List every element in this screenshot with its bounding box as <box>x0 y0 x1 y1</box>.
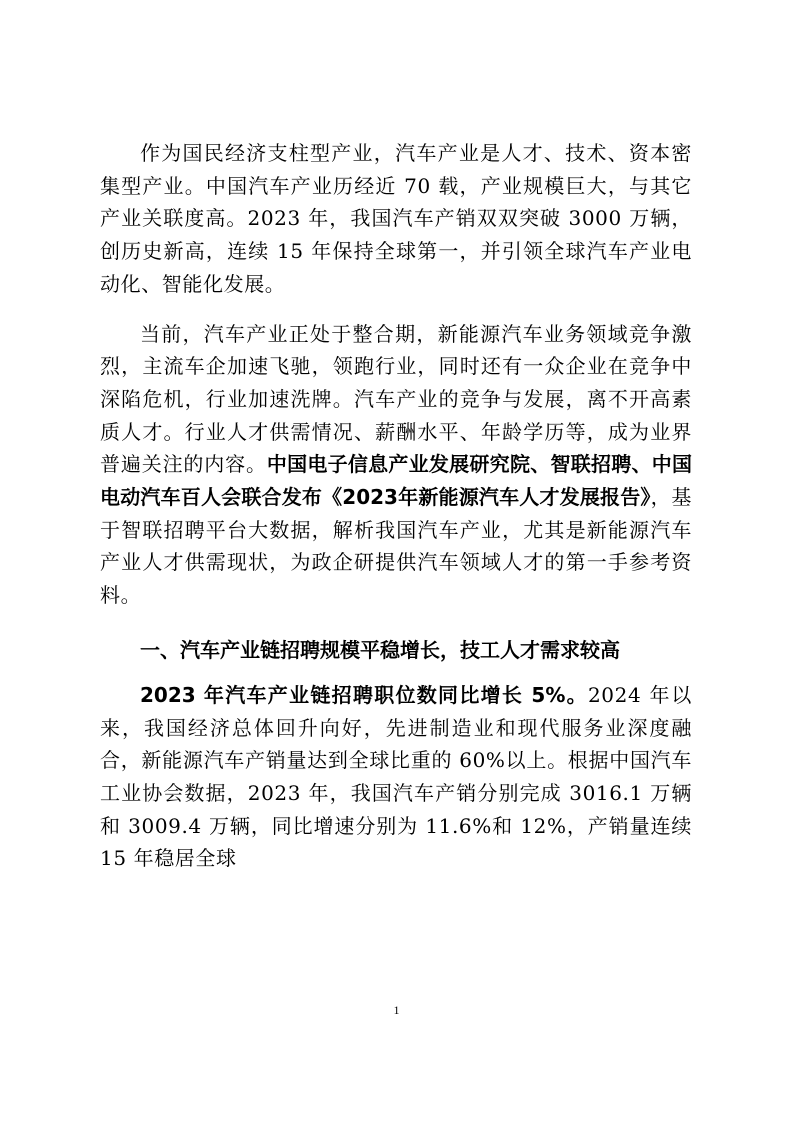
document-body <box>100 137 692 875</box>
paragraph-intro: 作为国民经济支柱型产业，汽车产业是人才、技术、资本密集型产业。中国汽车产业历经近 70 载，产业规模巨大，与其它产业关联度高。2023 年，我国汽车产销双双突破 3000 万辆，创历史新高，连续 15 年保持全球第一，并引领全球汽车产业电动化、智能化发展。 <box>100 141 692 296</box>
paragraph-text-tail: ，基于智联招聘平台大数据，解析我国汽车产业，尤其是新能源汽车产业人才供需现状，为政企研提供汽车领域人才的第一手参考资料。 <box>100 485 692 608</box>
key-finding-text: 2023 年汽车产业链招聘职位数同比增长 5%。 <box>140 682 588 707</box>
paragraph-text: 2024 年以来，我国经济总体回升向好，先进制造业和现代服务业深度融合，新能源汽车产销量达到全球比重的 60%以上。根据中国汽车工业协会数据，2023 年，我国汽车产销分别完成 3016.1 万辆和 3009.4 万辆，同比增速分别为 11.6%和 12%，产销量连续 15 年稳居全球 <box>100 682 692 871</box>
paragraph-recruitment-growth <box>100 679 692 875</box>
paragraph-current-situation <box>100 318 692 612</box>
paragraph-text: 当前，汽车产业正处于整合期，新能源汽车业务领域竞争激烈，主流车企加速飞驰，领跑行业，同时还有一众企业在竞争中深陷危机，行业加速洗牌。汽车产业的竞争与发展，离不开高素质人才。行业人才供需情况、薪酬水平、年龄学历等，成为业界普遍关注的内容。 <box>100 321 692 477</box>
page-number: 1 <box>393 1003 400 1017</box>
section-heading: 一、汽车产业链招聘规模平稳增长，技工人才需求较高 <box>140 637 620 662</box>
report-publisher-text: 中国电子信息产业发展研究院、智联招聘、中国电动汽车百人会联合发布《2023年新能源汽车人才发展报告》 <box>100 452 692 510</box>
